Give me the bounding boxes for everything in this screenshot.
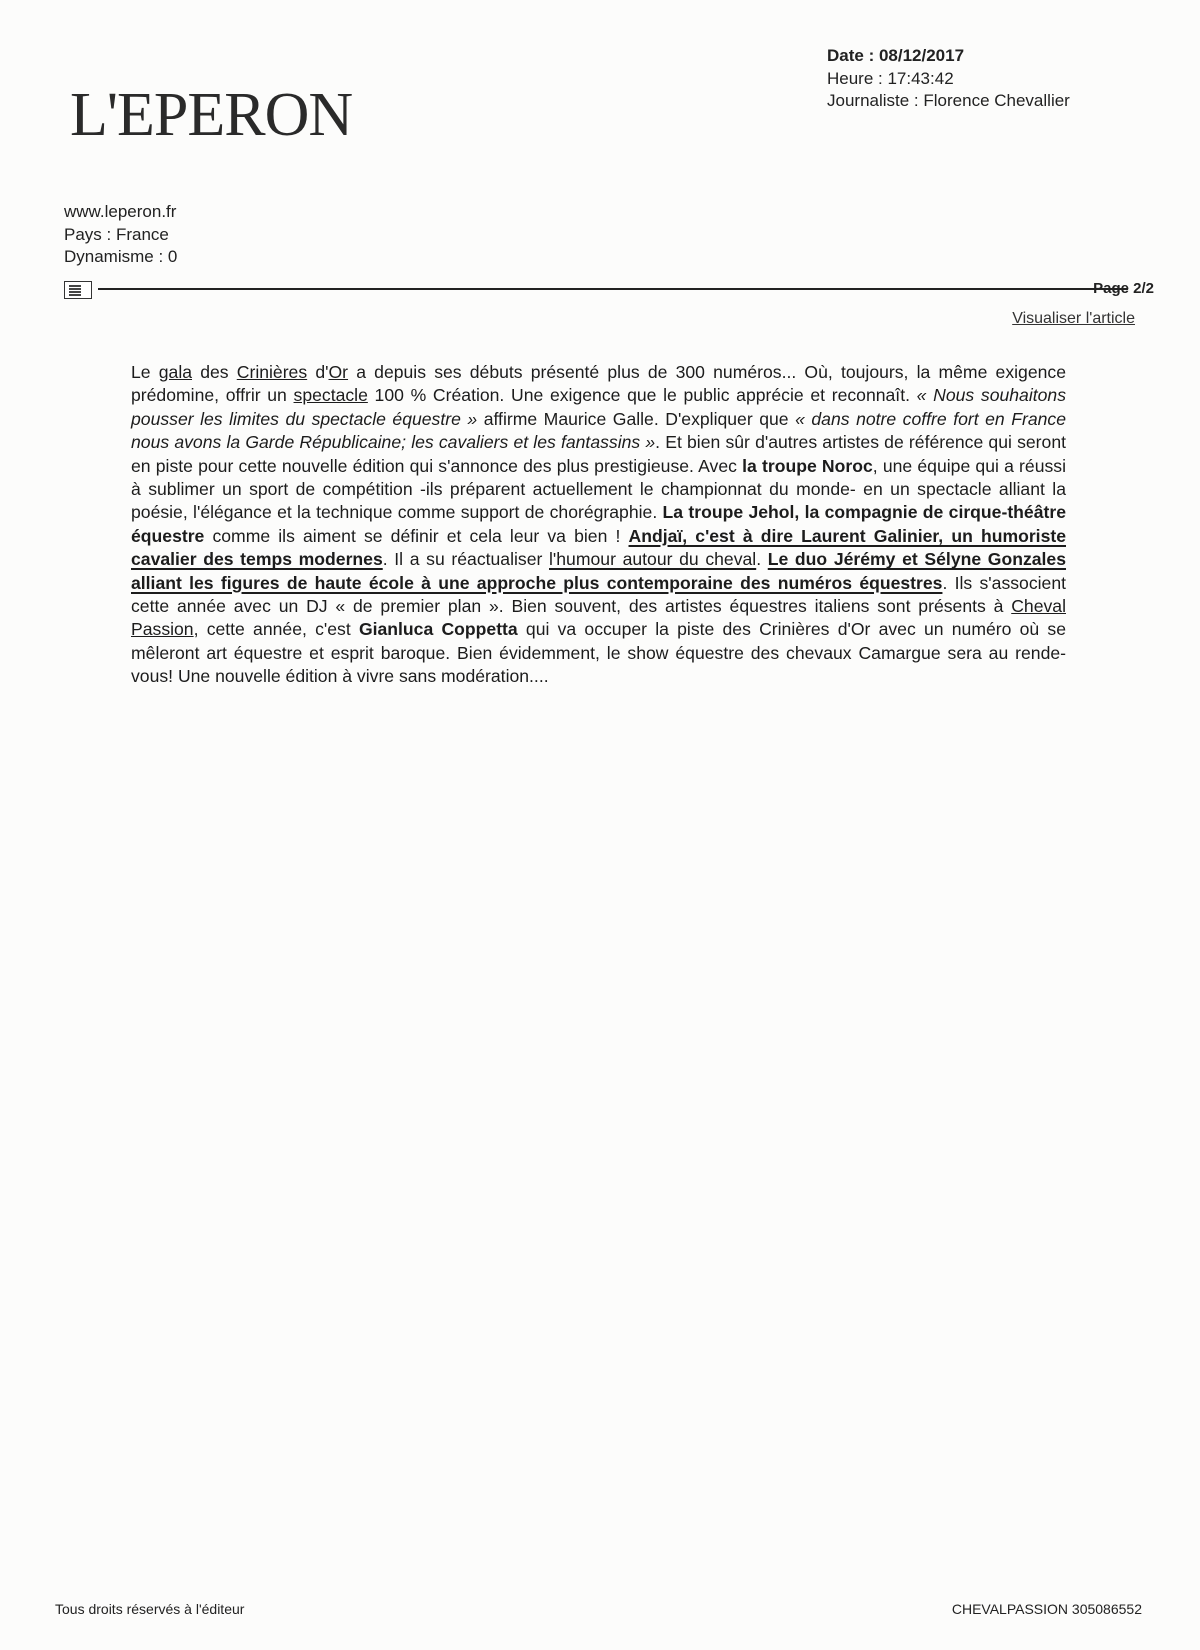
article-text: , cette année, c'est: [193, 619, 359, 640]
header-rule-row: [64, 279, 1154, 301]
article-text: d': [307, 362, 329, 382]
publication-logo: L'EPERON: [70, 81, 353, 149]
article-highlight-andjai: Andjaï, c'est à dire Laurent Galinier, un humoriste cavalier des temps modernes: [131, 525, 1066, 570]
article-term-crinieres: Crinières: [236, 362, 308, 382]
article-highlight-jehol: La troupe Jehol, la compagnie de cirque-théâtre équestre: [131, 502, 1066, 546]
document-icon: [64, 281, 92, 299]
source-meta: [64, 201, 177, 269]
footer-reference: CHEVALPASSION 305086552: [951, 1601, 1142, 1617]
source-country: Pays : France: [64, 224, 169, 244]
article-term-gala: gala: [158, 362, 193, 382]
article-meta: [827, 45, 1070, 113]
article-text: . Il a su réactualiser: [382, 549, 549, 570]
article-text: a depuis ses débuts présenté plus de 300 numéros... Où, toujours, la même exigence prédomine, offrir un: [131, 362, 1066, 406]
article-quote: « dans notre coffre fort en France nous avons la Garde Républicaine; les cavaliers et les fantassins »: [131, 408, 1066, 453]
article-term-cheval-passion: Cheval Passion: [131, 596, 1066, 640]
article-journalist: Journaliste : Florence Chevallier: [827, 91, 1070, 110]
article-text: Le: [131, 362, 159, 382]
article-text: 100 % Création. Une exigence que le public apprécie et reconnaît.: [367, 385, 917, 406]
article-body: [131, 361, 1066, 689]
article-text: . Et bien sûr d'autres artistes de référence qui seront en piste pour cette nouvelle édition qui s'annonce des plus prestigieuse. Avec: [131, 432, 1066, 476]
article-text: . Ils s'associent cette année avec un DJ « de premier plan ». Bien souvent, des artistes équestres italiens sont présents à: [131, 572, 1066, 617]
header-divider: [98, 288, 1128, 290]
article-highlight-duo: Le duo Jérémy et Sélyne Gonzales alliant les figures de haute école à une approche plus contemporaine des numéros équestres: [131, 549, 1067, 593]
article-text: , une équipe qui a réussi à sublimer un sport de compétition -ils préparent actuellement le championnat du monde- en un spectacle alliant la poésie, l'élégance et la technique comme support de chorégraphie.: [131, 455, 1066, 523]
article-text: des: [192, 362, 237, 382]
article-date: Date : 08/12/2017: [827, 46, 965, 65]
article-text: qui va occuper la piste des Crinières d'Or avec un numéro où se mêleront art équestre et esprit baroque. Bien évidemment, le show équestre des chevaux Camargue sera au rende-vous! Une nouvelle édition à vivre sans modération....: [131, 619, 1066, 687]
article-text: .: [756, 549, 768, 570]
view-article-link[interactable]: Visualiser l'article: [1012, 310, 1135, 327]
source-website: www.leperon.fr: [64, 202, 177, 221]
article-time: Heure : 17:43:42: [827, 68, 954, 88]
article-underlined-humour: l'humour autour du cheval: [549, 549, 757, 570]
article-highlight-coppetta: Gianluca Coppetta: [358, 619, 518, 640]
article-text: affirme Maurice Galle. D'expliquer que: [477, 408, 796, 429]
article-term-spectacle: spectacle: [293, 385, 368, 406]
article-text: comme ils aiment se définir et cela leur va bien !: [204, 525, 629, 546]
article-term-or: Or: [328, 362, 349, 382]
page-number: Page 2/2: [1093, 280, 1154, 297]
source-dynamism: Dynamisme : 0: [64, 247, 178, 266]
footer-rights: Tous droits réservés à l'éditeur: [55, 1601, 245, 1617]
article-quote: « Nous souhaitons pousser les limites du spectacle équestre »: [131, 385, 1066, 429]
article-highlight-noroc: la troupe Noroc: [742, 455, 873, 476]
